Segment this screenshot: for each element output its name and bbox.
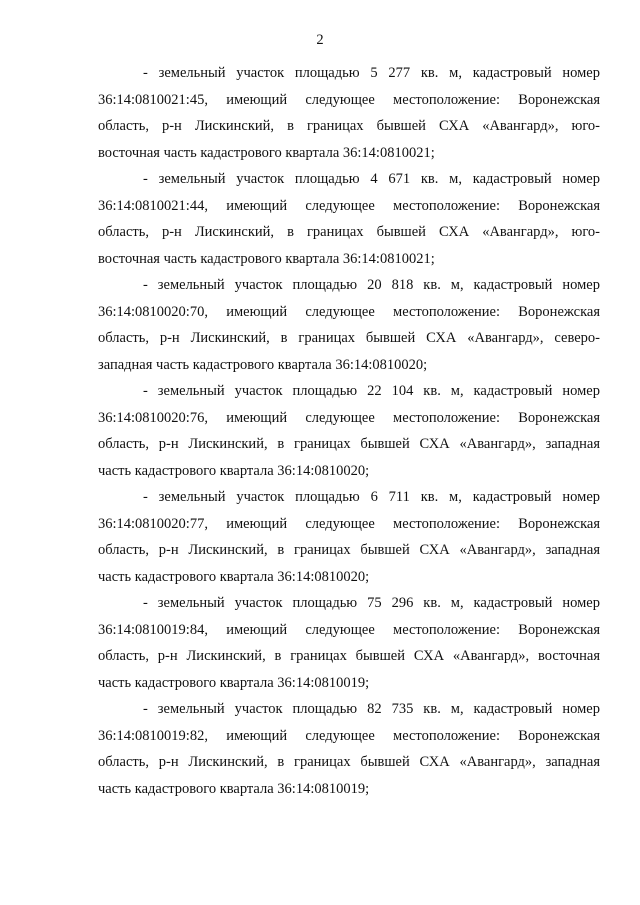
paragraph-line: 36:14:0810019:84, имеющий следующее местоположение: Воронежская — [98, 621, 600, 638]
paragraph-line: область, р-н Лискинский, в границах бывшей СХА «Авангард», западная — [98, 542, 600, 558]
paragraph-line: область, р-н Лискинский, в границах бывшей СХА «Авангард», западная — [98, 436, 600, 452]
land-plot-paragraph — [98, 378, 600, 484]
land-plot-paragraph — [98, 696, 600, 802]
land-plot-paragraph — [98, 166, 600, 272]
paragraph-line: - земельный участок площадью 22 104 кв. м, кадастровый номер — [143, 383, 600, 399]
paragraph-line: - земельный участок площадью 82 735 кв. м, кадастровый номер — [143, 701, 600, 717]
paragraph-line: 36:14:0810020:70, имеющий следующее местоположение: Воронежская — [98, 303, 600, 320]
paragraph-line: - земельный участок площадью 20 818 кв. м, кадастровый номер — [143, 277, 600, 293]
paragraph-line: область, р-н Лискинский, в границах бывшей СХА «Авангард», восточная — [98, 648, 600, 664]
paragraph-line: 36:14:0810021:45, имеющий следующее местоположение: Воронежская — [98, 91, 600, 108]
paragraph-line: - земельный участок площадью 6 711 кв. м, кадастровый номер — [143, 489, 600, 505]
land-plot-paragraph — [98, 590, 600, 696]
paragraph-line: восточная часть кадастрового квартала 36:14:0810021; — [98, 144, 435, 161]
paragraph-line: 36:14:0810019:82, имеющий следующее местоположение: Воронежская — [98, 727, 600, 744]
paragraph-line: западная часть кадастрового квартала 36:14:0810020; — [98, 356, 428, 373]
land-plot-paragraph — [98, 272, 600, 378]
land-plot-paragraph — [98, 60, 600, 166]
paragraph-line: - земельный участок площадью 75 296 кв. м, кадастровый номер — [143, 595, 600, 611]
paragraph-line: восточная часть кадастрового квартала 36:14:0810021; — [98, 250, 435, 267]
paragraph-line: часть кадастрового квартала 36:14:0810020; — [98, 462, 370, 479]
paragraph-line: область, р-н Лискинский, в границах бывшей СХА «Авангард», северо- — [98, 330, 600, 346]
document-body — [98, 60, 600, 802]
paragraph-line: часть кадастрового квартала 36:14:0810019; — [98, 674, 370, 691]
paragraph-line: - земельный участок площадью 5 277 кв. м, кадастровый номер — [143, 65, 600, 81]
paragraph-line: часть кадастрового квартала 36:14:0810020; — [98, 568, 370, 585]
paragraph-line: - земельный участок площадью 4 671 кв. м, кадастровый номер — [143, 171, 600, 187]
land-plot-paragraph — [98, 484, 600, 590]
paragraph-line: 36:14:0810020:77, имеющий следующее местоположение: Воронежская — [98, 515, 600, 532]
paragraph-line: область, р-н Лискинский, в границах бывшей СХА «Авангард», юго- — [98, 118, 600, 134]
paragraph-line: 36:14:0810021:44, имеющий следующее местоположение: Воронежская — [98, 197, 600, 214]
paragraph-line: 36:14:0810020:76, имеющий следующее местоположение: Воронежская — [98, 409, 600, 426]
paragraph-line: область, р-н Лискинский, в границах бывшей СХА «Авангард», западная — [98, 754, 600, 770]
paragraph-line: область, р-н Лискинский, в границах бывшей СХА «Авангард», юго- — [98, 224, 600, 240]
page-number: 2 — [316, 32, 324, 48]
paragraph-line: часть кадастрового квартала 36:14:0810019; — [98, 780, 370, 797]
